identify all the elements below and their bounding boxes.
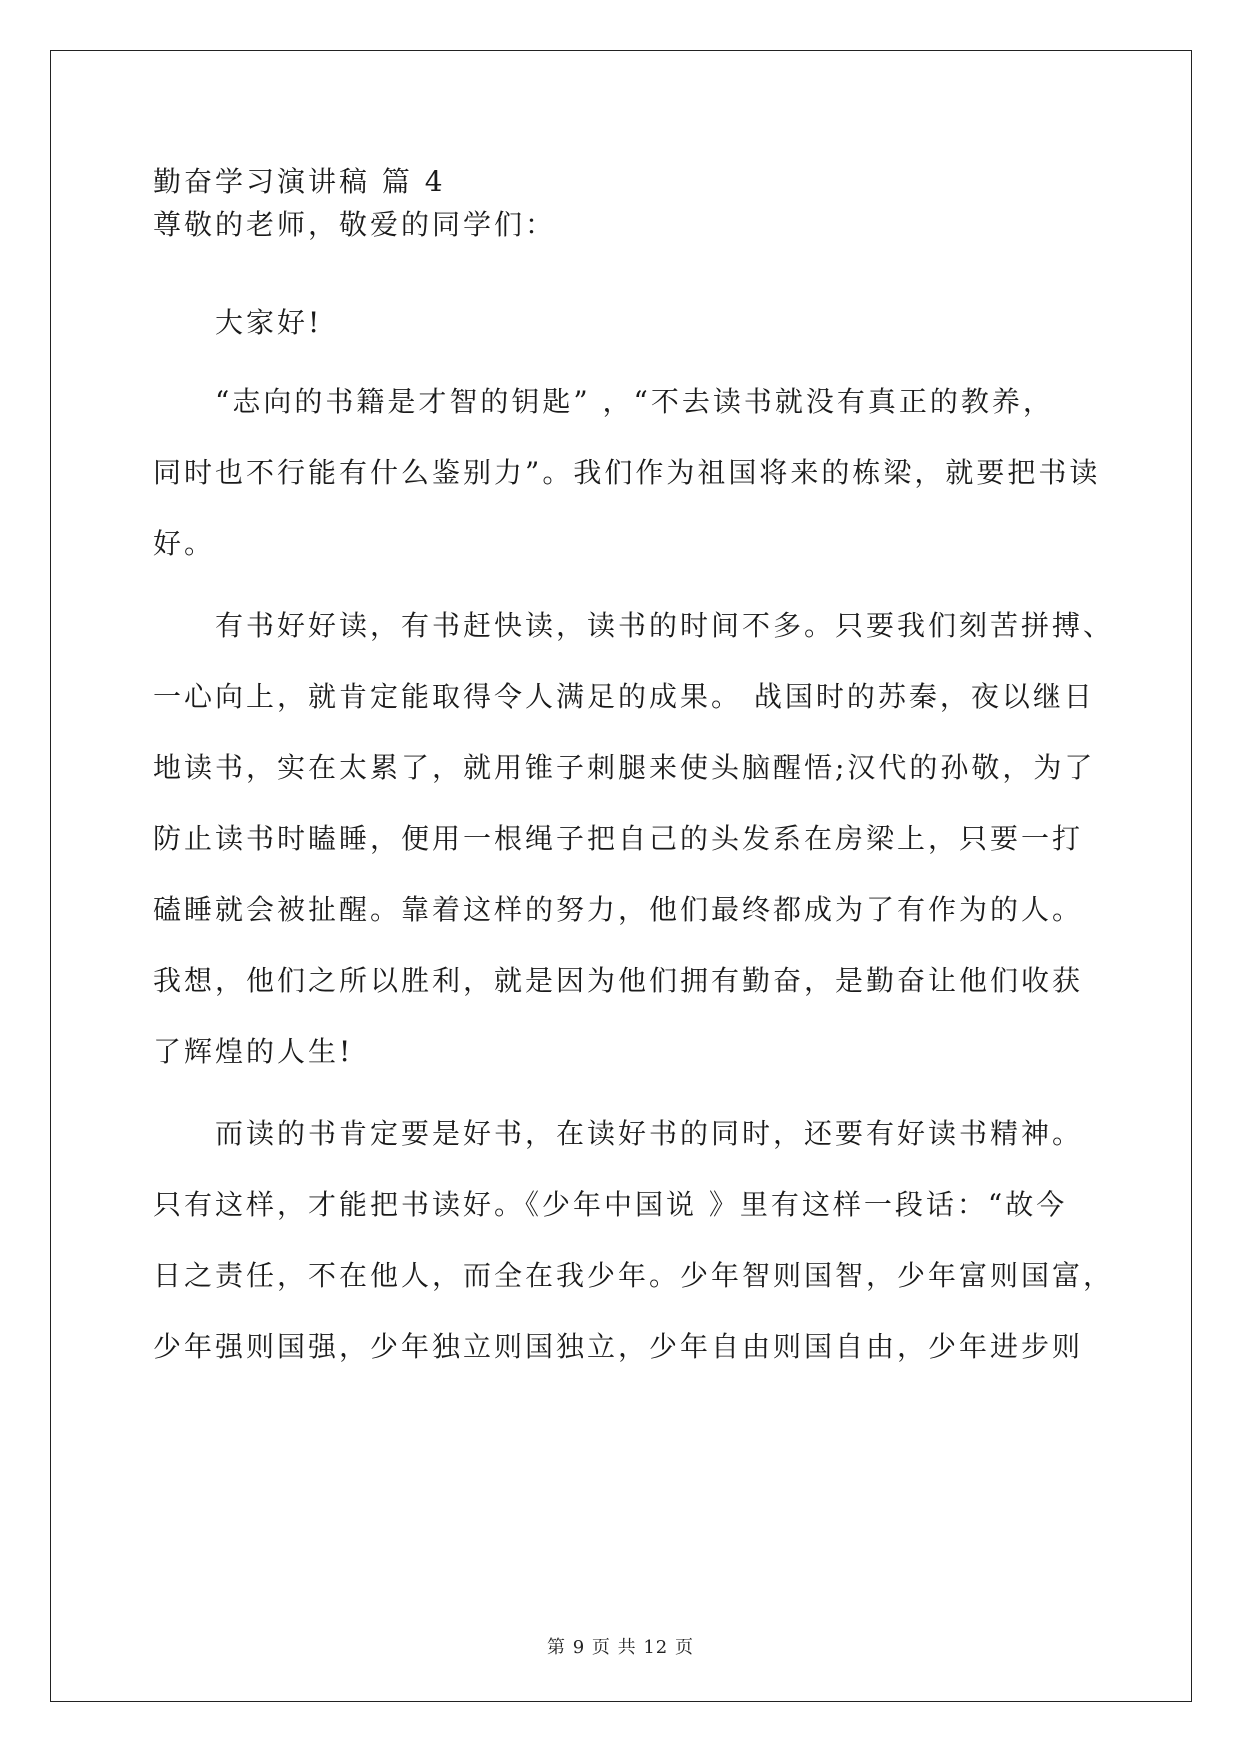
- page-border: [50, 50, 1192, 1702]
- text-line: 有书好好读，有书赶快读，读书的时间不多。只要我们刻苦拼搏、: [215, 609, 1115, 642]
- text-line: 地读书，实在太累了，就用锥子刺腿来使头脑醒悟;汉代的孙敬，为了: [153, 751, 1096, 784]
- text-line: 了辉煌的人生!: [153, 1035, 354, 1068]
- text-line: “志向的书籍是才智的钥匙” ，“不去读书就没有真正的教养，: [215, 385, 1054, 418]
- text-line: 同时也不行能有什么鉴别力”。我们作为祖国将来的栋梁，就要把书读: [153, 456, 1101, 489]
- text-line: 磕睡就会被扯醒。靠着这样的努力，他们最终都成为了有作为的人。: [153, 893, 1084, 926]
- text-line: 一心向上，就肯定能取得令人满足的成果。 战国时的苏秦，夜以继日: [153, 680, 1095, 713]
- page-number: 第 9 页 共 12 页: [547, 1637, 694, 1658]
- text-line: 而读的书肯定要是好书，在读好书的同时，还要有好读书精神。: [215, 1117, 1084, 1150]
- document-title: 勤奋学习演讲稿 篇 4: [153, 165, 446, 198]
- greeting: 大家好!: [215, 306, 323, 339]
- text-line: 只有这样，才能把书读好。《少年中国说 》里有这样一段话：“故今: [153, 1188, 1068, 1221]
- text-line: 好。: [153, 527, 216, 560]
- salutation: 尊敬的老师，敬爱的同学们：: [153, 208, 557, 241]
- text-line: 日之责任，不在他人，而全在我少年。少年智则国智，少年富则国富，: [153, 1259, 1115, 1292]
- text-line: 我想，他们之所以胜利，就是因为他们拥有勤奋，是勤奋让他们收获: [153, 964, 1084, 997]
- text-line: 防止读书时瞌睡，便用一根绳子把自己的头发系在房梁上，只要一打: [153, 822, 1084, 855]
- text-line: 少年强则国强，少年独立则国独立，少年自由则国自由，少年进步则: [153, 1330, 1084, 1363]
